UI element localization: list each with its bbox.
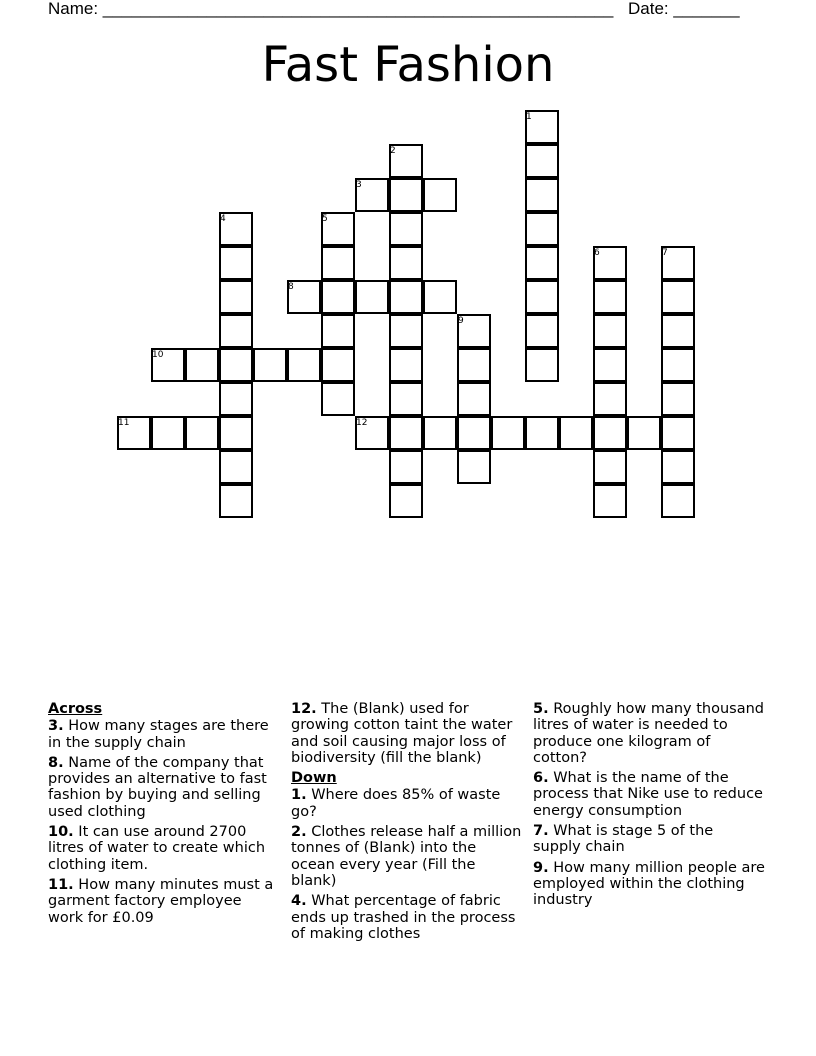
clue-number: 7.	[533, 823, 549, 840]
grid-cell[interactable]	[525, 416, 559, 450]
cell-number: 12	[356, 418, 368, 428]
grid-cell[interactable]	[423, 178, 457, 212]
grid-cell[interactable]	[321, 382, 355, 416]
clue-number: 5.	[533, 701, 549, 717]
cell-number: 6	[594, 248, 600, 258]
grid-cell[interactable]	[661, 450, 695, 484]
grid-cell[interactable]	[389, 382, 423, 416]
grid-cell[interactable]	[559, 416, 593, 450]
clue-down-2	[291, 824, 523, 889]
clue-number: 12.	[291, 701, 317, 717]
grid-cell[interactable]	[321, 246, 355, 280]
grid-cell[interactable]	[661, 416, 695, 450]
date-field[interactable]: Date: _______	[628, 0, 740, 18]
cell-number: 4	[220, 214, 226, 224]
grid-cell[interactable]	[253, 348, 287, 382]
grid-cell[interactable]	[661, 348, 695, 382]
grid-cell[interactable]	[627, 416, 661, 450]
clue-down-6	[533, 770, 765, 819]
grid-cell[interactable]	[287, 348, 321, 382]
clue-text: How many million people are employed within the clothing industry	[533, 859, 765, 909]
grid-cell[interactable]	[185, 416, 219, 450]
clue-across-12	[291, 701, 523, 766]
grid-cell[interactable]	[525, 246, 559, 280]
grid-cell[interactable]	[525, 280, 559, 314]
cell-number: 10	[152, 350, 164, 360]
clue-text: Roughly how many thousand litres of water is needed to produce one kilogram of cotton?	[533, 701, 765, 766]
cell-number: 9	[458, 316, 464, 326]
grid-cell[interactable]	[661, 280, 695, 314]
clue-text: Clothes release half a million tonnes of (Blank) into the ocean every year (Fill the blank)	[291, 824, 522, 889]
clue-number: 6.	[533, 770, 549, 787]
grid-cell[interactable]	[219, 416, 253, 450]
grid-cell[interactable]	[389, 450, 423, 484]
name-field[interactable]: Name: ______________________________________________________	[48, 0, 614, 18]
grid-cell[interactable]	[525, 314, 559, 348]
clue-down-1	[291, 787, 523, 820]
grid-cell[interactable]	[661, 382, 695, 416]
grid-cell[interactable]	[219, 246, 253, 280]
grid-cell[interactable]	[593, 314, 627, 348]
clue-across-10	[48, 824, 280, 873]
cell-number: 7	[662, 248, 668, 258]
clue-number: 3.	[48, 718, 64, 735]
grid-cell[interactable]	[593, 382, 627, 416]
across-heading: Across	[48, 701, 103, 717]
grid-cell[interactable]	[661, 314, 695, 348]
grid-cell[interactable]	[185, 348, 219, 382]
grid-cell[interactable]	[389, 212, 423, 246]
grid-cell[interactable]	[389, 416, 423, 450]
grid-cell[interactable]	[525, 348, 559, 382]
grid-cell[interactable]	[219, 484, 253, 518]
cell-number: 11	[118, 418, 130, 428]
grid-cell[interactable]	[457, 450, 491, 484]
grid-cell[interactable]	[219, 348, 253, 382]
clue-text: How many minutes must a garment factory employee work for £0.09	[48, 876, 274, 926]
grid-cell[interactable]	[491, 416, 525, 450]
cell-number: 1	[526, 112, 532, 122]
clue-across-3	[48, 718, 280, 751]
grid-cell[interactable]	[593, 348, 627, 382]
clue-across-8	[48, 755, 280, 820]
clue-text: Where does 85% of waste go?	[291, 787, 501, 820]
clues-column-3	[533, 701, 765, 913]
grid-cell[interactable]	[389, 348, 423, 382]
clue-down-5	[533, 701, 765, 766]
grid-cell[interactable]	[389, 280, 423, 314]
clue-text: Name of the company that provides an alternative to fast fashion by buying and selling used clothing	[48, 754, 267, 820]
clue-number: 4.	[291, 893, 307, 910]
clue-text: What percentage of fabric ends up trashed in the process of making clothes	[291, 893, 516, 942]
cell-number: 3	[356, 180, 362, 190]
clues-column-1	[48, 701, 280, 930]
clue-text: How many stages are there in the supply chain	[48, 718, 269, 751]
grid-cell[interactable]	[219, 280, 253, 314]
grid-cell[interactable]	[457, 382, 491, 416]
grid-cell[interactable]	[321, 314, 355, 348]
grid-cell[interactable]	[389, 484, 423, 518]
grid-cell[interactable]	[321, 348, 355, 382]
grid-cell[interactable]	[525, 178, 559, 212]
grid-cell[interactable]	[151, 416, 185, 450]
grid-cell[interactable]	[389, 314, 423, 348]
down-heading: Down	[291, 770, 337, 787]
grid-cell[interactable]	[321, 280, 355, 314]
grid-cell[interactable]	[525, 212, 559, 246]
cell-number: 5	[322, 214, 328, 224]
clue-number: 2.	[291, 824, 307, 841]
grid-cell[interactable]	[593, 416, 627, 450]
cell-number: 2	[390, 146, 396, 156]
clue-number: 8.	[48, 754, 64, 771]
grid-cell[interactable]	[355, 280, 389, 314]
grid-cell[interactable]	[423, 280, 457, 314]
clue-down-4	[291, 893, 523, 942]
clue-down-7	[533, 823, 765, 856]
cell-number: 8	[288, 282, 294, 292]
grid-cell[interactable]	[593, 450, 627, 484]
grid-cell[interactable]	[593, 484, 627, 518]
grid-cell[interactable]	[389, 178, 423, 212]
grid-cell[interactable]	[219, 382, 253, 416]
grid-cell[interactable]	[457, 348, 491, 382]
grid-cell[interactable]	[219, 450, 253, 484]
grid-cell[interactable]	[457, 416, 491, 450]
grid-cell[interactable]	[389, 246, 423, 280]
grid-cell[interactable]	[661, 484, 695, 518]
grid-cell[interactable]	[525, 144, 559, 178]
clue-number: 11.	[48, 876, 74, 893]
clue-text: The (Blank) used for growing cotton taint the water and soil causing major loss of biodiversity (fill the blank)	[291, 701, 513, 766]
clue-number: 9.	[533, 859, 549, 876]
grid-cell[interactable]	[219, 314, 253, 348]
page-title: Fast Fashion	[261, 37, 555, 93]
clues-column-2	[291, 701, 523, 946]
grid-cell[interactable]	[593, 280, 627, 314]
clue-down-9	[533, 860, 765, 909]
grid-cell[interactable]	[423, 416, 457, 450]
clue-text: What is the name of the process that Nike use to reduce energy consumption	[533, 770, 763, 819]
clue-text: It can use around 2700 litres of water to create which clothing item.	[48, 824, 266, 873]
clue-number: 10.	[48, 824, 74, 841]
clue-across-11	[48, 877, 280, 926]
clue-number: 1.	[291, 787, 307, 804]
clue-text: What is stage 5 of the supply chain	[533, 823, 714, 856]
